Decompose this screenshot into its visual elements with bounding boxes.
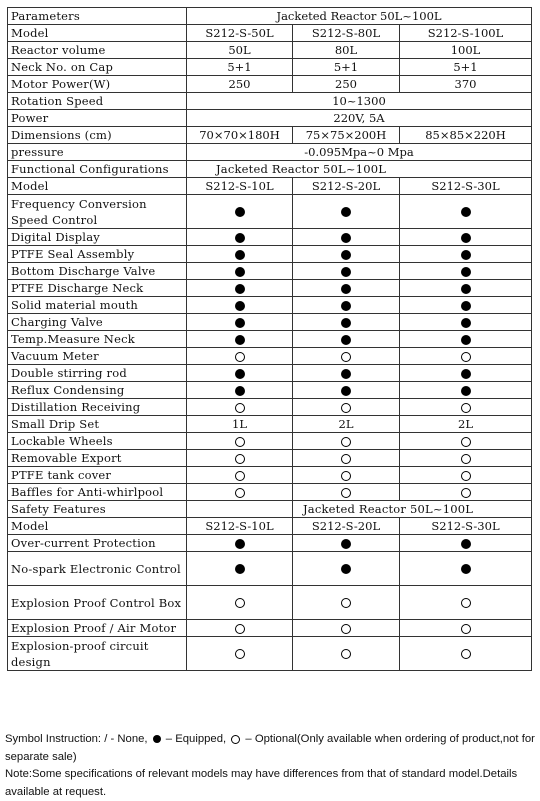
table-row	[8, 93, 532, 110]
symbol-optional-text: – Optional(Only available when ordering of product,not for separate sale)	[5, 733, 535, 763]
row-value-cell	[400, 535, 532, 552]
row-value-cell	[400, 314, 532, 331]
row-value-cell	[293, 195, 400, 229]
row-value-cell: 75×75×200H	[293, 127, 400, 144]
row-label: Reactor volume	[8, 42, 187, 59]
row-value-cell: 2L	[400, 416, 532, 433]
hollow-circle-icon	[461, 598, 471, 608]
row-value-cell	[293, 263, 400, 280]
row-label: Neck No. on Cap	[8, 59, 187, 76]
section-header-label: Safety Features	[8, 501, 187, 518]
filled-circle-icon	[461, 207, 471, 217]
row-value-cell	[400, 433, 532, 450]
model-name: S212-S-100L	[400, 25, 532, 42]
row-value-cell: 5+1	[400, 59, 532, 76]
row-value-cell	[187, 280, 293, 297]
table-row	[8, 331, 532, 348]
hollow-circle-icon	[235, 403, 245, 413]
row-value-cell	[400, 246, 532, 263]
table-row	[8, 365, 532, 382]
section-header-row	[8, 8, 532, 25]
row-value-cell	[293, 450, 400, 467]
row-value-cell: 5+1	[293, 59, 400, 76]
hollow-circle-icon	[235, 488, 245, 498]
filled-circle-icon	[461, 284, 471, 294]
filled-circle-icon	[341, 369, 351, 379]
row-value-cell	[293, 535, 400, 552]
row-value-cell	[187, 433, 293, 450]
row-label: PTFE Discharge Neck	[8, 280, 187, 297]
section-header-blank	[187, 501, 293, 518]
table-row	[8, 59, 532, 76]
hollow-circle-icon	[341, 649, 351, 659]
table-row	[8, 450, 532, 467]
row-value-cell	[293, 433, 400, 450]
row-label: Charging Valve	[8, 314, 187, 331]
filled-circle-icon	[235, 369, 245, 379]
row-label: Power	[8, 110, 187, 127]
table-row	[8, 246, 532, 263]
section-header-title	[187, 161, 532, 178]
hollow-circle-icon	[231, 735, 240, 744]
row-label: Dimensions (cm)	[8, 127, 187, 144]
row-value-cell	[293, 365, 400, 382]
row-value-cell	[400, 552, 532, 586]
model-name: S212-S-30L	[400, 518, 532, 535]
row-label: pressure	[8, 144, 187, 161]
row-value-cell	[400, 399, 532, 416]
row-value-cell	[187, 382, 293, 399]
filled-circle-icon	[461, 335, 471, 345]
row-value-cell: 2L	[293, 416, 400, 433]
hollow-circle-icon	[461, 403, 471, 413]
section-header-label: Parameters	[8, 8, 187, 25]
model-note: Note:Some specifications of relevant models may have differences from that of standard model.Details available at request.	[5, 768, 518, 798]
filled-circle-icon	[461, 250, 471, 260]
hollow-circle-icon	[235, 624, 245, 634]
row-label: Distillation Receiving	[8, 399, 187, 416]
filled-circle-icon	[235, 335, 245, 345]
table-row	[8, 195, 532, 229]
filled-circle-icon	[461, 301, 471, 311]
hollow-circle-icon	[235, 649, 245, 659]
row-value-cell	[400, 331, 532, 348]
row-value-cell	[187, 331, 293, 348]
hollow-circle-icon	[341, 488, 351, 498]
symbol-equipped-text: – Equipped,	[162, 733, 230, 745]
filled-circle-icon	[341, 207, 351, 217]
row-label: Solid material mouth	[8, 297, 187, 314]
row-value-cell	[187, 399, 293, 416]
row-value-cell	[293, 399, 400, 416]
filled-circle-icon	[153, 735, 161, 743]
filled-circle-icon	[461, 369, 471, 379]
table-row	[8, 382, 532, 399]
row-value-cell	[400, 467, 532, 484]
table-row	[8, 229, 532, 246]
row-value-cell	[187, 229, 293, 246]
filled-circle-icon	[341, 301, 351, 311]
table-row	[8, 314, 532, 331]
hollow-circle-icon	[461, 649, 471, 659]
row-value-cell	[187, 246, 293, 263]
filled-circle-icon	[341, 233, 351, 243]
row-value-cell	[400, 365, 532, 382]
row-value-cell	[293, 297, 400, 314]
row-value-cell	[400, 382, 532, 399]
row-label: Frequency Conversion Speed Control	[8, 195, 187, 229]
model-name: S212-S-20L	[293, 178, 400, 195]
table-row	[8, 280, 532, 297]
filled-circle-icon	[235, 207, 245, 217]
table-row	[8, 263, 532, 280]
filled-circle-icon	[341, 564, 351, 574]
section-header-title	[293, 501, 532, 518]
section-header-row	[8, 501, 532, 518]
row-value-cell	[400, 229, 532, 246]
table-row	[8, 552, 532, 586]
row-value-cell	[293, 348, 400, 365]
filled-circle-icon	[341, 335, 351, 345]
hollow-circle-icon	[461, 437, 471, 447]
row-label: Small Drip Set	[8, 416, 187, 433]
hollow-circle-icon	[341, 598, 351, 608]
hollow-circle-icon	[461, 352, 471, 362]
row-label: Rotation Speed	[8, 93, 187, 110]
spec-table	[7, 7, 532, 671]
filled-circle-icon	[235, 564, 245, 574]
row-value-cell: 250	[187, 76, 293, 93]
row-value-cell	[293, 484, 400, 501]
row-value-cell	[293, 637, 400, 671]
row-value-cell	[187, 552, 293, 586]
symbol-instruction-prefix: Symbol Instruction: / - None,	[5, 733, 151, 745]
row-value-cell	[293, 620, 400, 637]
filled-circle-icon	[235, 539, 245, 549]
row-value-cell	[400, 484, 532, 501]
row-value-cell	[293, 467, 400, 484]
filled-circle-icon	[235, 250, 245, 260]
filled-circle-icon	[341, 267, 351, 277]
hollow-circle-icon	[341, 454, 351, 464]
row-value-cell	[400, 348, 532, 365]
model-name: S212-S-30L	[400, 178, 532, 195]
row-value-cell	[187, 195, 293, 229]
row-value-cell	[400, 637, 532, 671]
model-label: Model	[8, 178, 187, 195]
row-value-cell: 85×85×220H	[400, 127, 532, 144]
row-label: Vacuum Meter	[8, 348, 187, 365]
hollow-circle-icon	[341, 471, 351, 481]
row-label: Bottom Discharge Valve	[8, 263, 187, 280]
row-value-cell	[293, 246, 400, 263]
model-name: S212-S-20L	[293, 518, 400, 535]
hollow-circle-icon	[235, 598, 245, 608]
row-label: Digital Display	[8, 229, 187, 246]
row-value-cell	[187, 620, 293, 637]
row-value-cell	[293, 586, 400, 620]
row-value-cell	[187, 365, 293, 382]
row-value-cell: 250	[293, 76, 400, 93]
row-value-cell	[400, 620, 532, 637]
table-row	[8, 416, 532, 433]
model-name: S212-S-80L	[293, 25, 400, 42]
row-label: Lockable Wheels	[8, 433, 187, 450]
row-value-cell	[187, 467, 293, 484]
filled-circle-icon	[461, 318, 471, 328]
section-header-row	[8, 161, 532, 178]
model-label: Model	[8, 25, 187, 42]
row-value-cell: 50L	[187, 42, 293, 59]
row-label: Removable Export	[8, 450, 187, 467]
model-row	[8, 178, 532, 195]
table-row	[8, 144, 532, 161]
row-value-cell	[293, 331, 400, 348]
model-row	[8, 518, 532, 535]
table-row	[8, 433, 532, 450]
row-value-span: 10~1300	[187, 93, 532, 110]
row-value-cell	[187, 348, 293, 365]
row-value-cell	[293, 229, 400, 246]
filled-circle-icon	[341, 284, 351, 294]
filled-circle-icon	[341, 318, 351, 328]
row-value-cell: 100L	[400, 42, 532, 59]
table-row	[8, 535, 532, 552]
row-value-cell	[400, 195, 532, 229]
table-row	[8, 127, 532, 144]
hollow-circle-icon	[341, 624, 351, 634]
row-value-cell: 70×70×180H	[187, 127, 293, 144]
section-header-title-text: Jacketed Reactor 50L~100L	[216, 161, 387, 176]
row-value-cell	[187, 535, 293, 552]
row-label: Motor Power(W)	[8, 76, 187, 93]
row-value-cell	[293, 280, 400, 297]
hollow-circle-icon	[461, 454, 471, 464]
filled-circle-icon	[235, 318, 245, 328]
row-value-cell	[187, 586, 293, 620]
row-value-cell	[293, 382, 400, 399]
row-value-cell	[187, 314, 293, 331]
model-name: S212-S-50L	[187, 25, 293, 42]
row-value-cell	[400, 450, 532, 467]
hollow-circle-icon	[461, 471, 471, 481]
row-label: Reflux Condensing	[8, 382, 187, 399]
row-label: No-spark Electronic Control	[8, 552, 187, 586]
row-label: PTFE Seal Assembly	[8, 246, 187, 263]
section-header-title-text: Jacketed Reactor 50L~100L	[303, 501, 474, 516]
row-value-cell	[293, 552, 400, 586]
table-row	[8, 76, 532, 93]
row-value-cell	[187, 263, 293, 280]
row-value-span: -0.095Mpa~0 Mpa	[187, 144, 532, 161]
row-label: Temp.Measure Neck	[8, 331, 187, 348]
filled-circle-icon	[461, 267, 471, 277]
row-value-cell	[187, 297, 293, 314]
symbol-instruction	[5, 731, 535, 766]
table-row	[8, 467, 532, 484]
filled-circle-icon	[235, 386, 245, 396]
table-row	[8, 110, 532, 127]
row-label: Baffles for Anti-whirlpool	[8, 484, 187, 501]
row-value-cell: 5+1	[187, 59, 293, 76]
table-row	[8, 620, 532, 637]
row-label: Explosion-proof circuit design	[8, 637, 187, 671]
row-value-cell	[400, 586, 532, 620]
hollow-circle-icon	[341, 403, 351, 413]
section-header-title	[187, 8, 532, 25]
filled-circle-icon	[235, 233, 245, 243]
hollow-circle-icon	[235, 454, 245, 464]
table-row	[8, 586, 532, 620]
hollow-circle-icon	[461, 488, 471, 498]
row-value-cell	[400, 263, 532, 280]
row-label: Double stirring rod	[8, 365, 187, 382]
filled-circle-icon	[235, 301, 245, 311]
model-name: S212-S-10L	[187, 518, 293, 535]
filled-circle-icon	[235, 267, 245, 277]
table-row	[8, 42, 532, 59]
spec-table-body	[8, 8, 532, 671]
filled-circle-icon	[341, 539, 351, 549]
row-label: PTFE tank cover	[8, 467, 187, 484]
row-value-cell: 370	[400, 76, 532, 93]
filled-circle-icon	[461, 539, 471, 549]
hollow-circle-icon	[235, 471, 245, 481]
section-header-label: Functional Configurations	[8, 161, 187, 178]
table-row	[8, 484, 532, 501]
section-header-title-text: Jacketed Reactor 50L~100L	[276, 8, 442, 23]
filled-circle-icon	[341, 250, 351, 260]
row-value-cell	[293, 314, 400, 331]
model-name: S212-S-10L	[187, 178, 293, 195]
row-value-cell: 1L	[187, 416, 293, 433]
row-label: Explosion Proof Control Box	[8, 586, 187, 620]
filled-circle-icon	[461, 386, 471, 396]
filled-circle-icon	[461, 233, 471, 243]
table-row	[8, 399, 532, 416]
hollow-circle-icon	[235, 352, 245, 362]
hollow-circle-icon	[341, 352, 351, 362]
row-value-cell	[400, 280, 532, 297]
hollow-circle-icon	[461, 624, 471, 634]
row-value-cell	[400, 297, 532, 314]
row-value-cell	[187, 637, 293, 671]
table-row	[8, 637, 532, 671]
row-value-cell: 80L	[293, 42, 400, 59]
model-label: Model	[8, 518, 187, 535]
hollow-circle-icon	[341, 437, 351, 447]
row-value-cell	[187, 450, 293, 467]
table-row	[8, 348, 532, 365]
filled-circle-icon	[235, 284, 245, 294]
row-label: Over-current Protection	[8, 535, 187, 552]
hollow-circle-icon	[235, 437, 245, 447]
table-row	[8, 297, 532, 314]
row-label: Explosion Proof / Air Motor	[8, 620, 187, 637]
footnotes	[5, 731, 535, 801]
row-value-span: 220V, 5A	[187, 110, 532, 127]
filled-circle-icon	[461, 564, 471, 574]
row-value-cell	[187, 484, 293, 501]
filled-circle-icon	[341, 386, 351, 396]
model-row	[8, 25, 532, 42]
